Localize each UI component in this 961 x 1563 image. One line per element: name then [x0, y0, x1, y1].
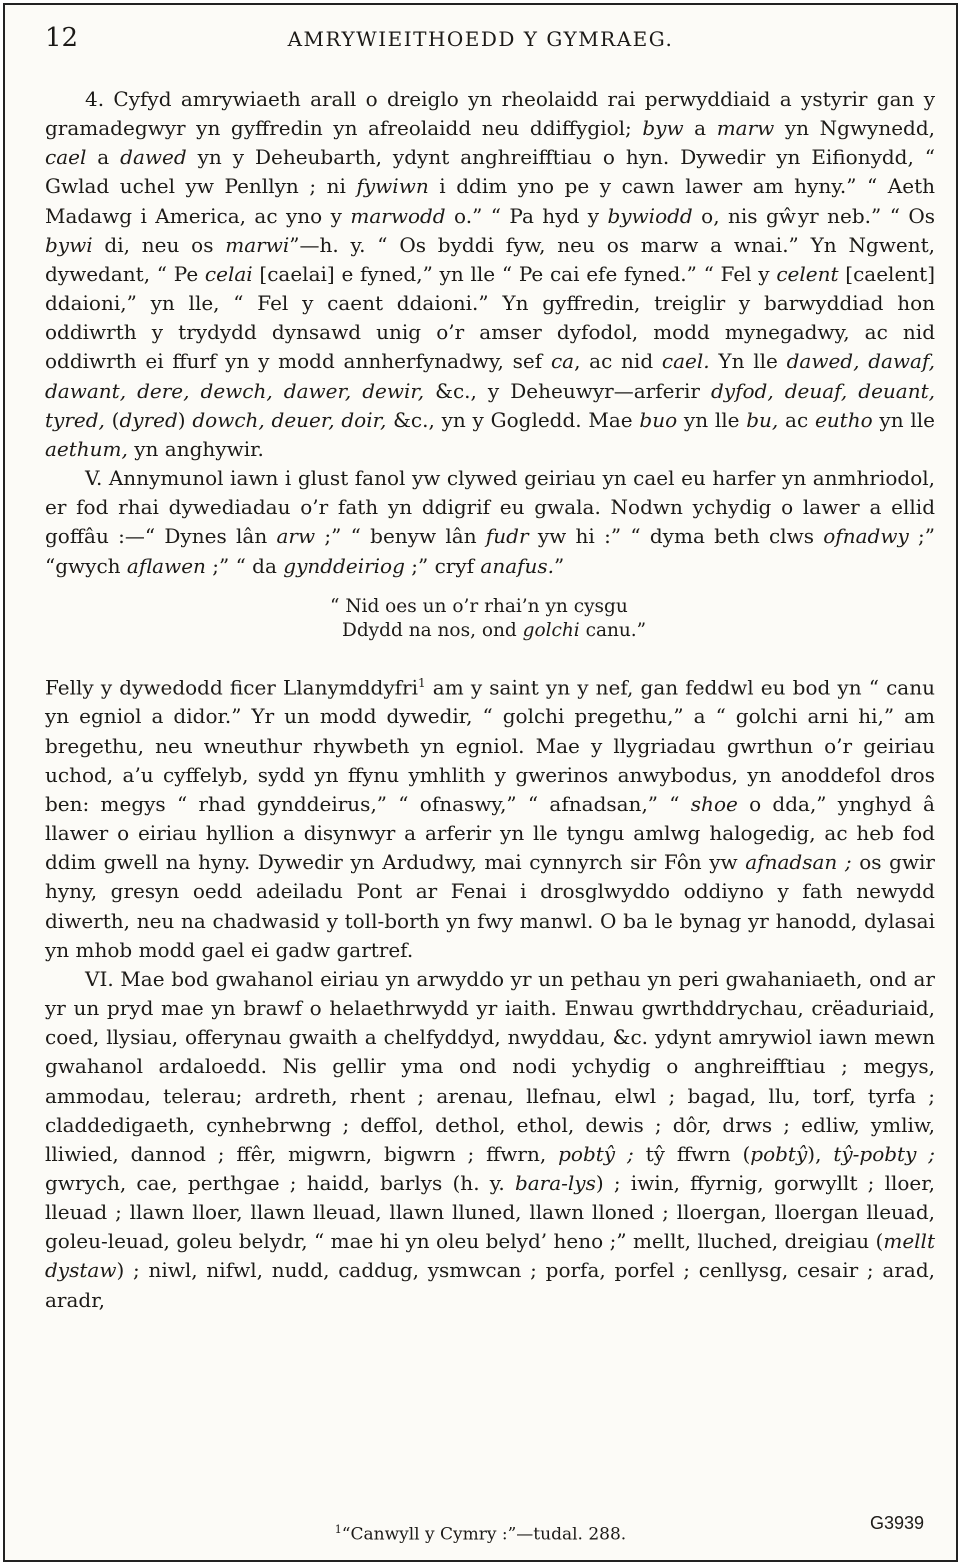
verse-line-1: “ Nid oes un o’r rhai’n yn cysgu: [330, 595, 628, 617]
catalog-code: G3939: [869, 1513, 924, 1533]
footnote: $^1$“Canwyll y Cymry :”—tudal. 288.: [334, 1523, 627, 1545]
page-number: 12: [45, 23, 79, 53]
paragraph-vi: VI. Mae bod gwahanol eiriau yn arwyddo yr un pethau yn peri gwahaniaeth, ond ar yr un pryd mae yn brawf o helaethrwydd yr iaith. Enwau gwrthddrychau, crëaduriaid, coed, llysiau, offerynau gwaith a chelfyddyd, nwyddau, &c. ydynt amrywiol iawn mewn gwahanol ardaloedd. Nis gellir yma ond nodi ychydig o anghreifftiau ; megys, ammodau, telerau; ardreth, rhent ; arenau, llefnau, elwl ; bagad, llu, torf, tyrfa ; claddedigaeth, cynhebrwng ; deffol, dethol, ethol, dewis ; dôr, drws ; edliw, ymliw, lliwied, dannod ; ffêr, migwrn, bigwrn ; ffwrn, pobtŷ ; tŷ ffwrn (pobtŷ), tŷ-pobty ; gwrych, cae, perthgae ; haidd, barlys (h. y. bara-lys) ; iwin, ffyrnig, gorwyllt ; lloer, lleuad ; llawn lloer, llawn lleuad, llawn lluned, llawn lloned ; lloergan, lloergan lleuad, goleu-leuad, goleu belydr, “ mae hi yn oleu belyd’ heno ;” mellt, lluched, dreigiau (mellt dystaw) ; niwl, nifwl, nudd, caddug, ysmwcan ; porfa, porfel ; cenllysg, cesair ; arad, aradr,: [45, 966, 936, 1312]
book-page: [3, 3, 958, 1562]
verse-quote: [45, 595, 935, 643]
verse-line-2: Ddydd na nos, ond golchi canu.”: [342, 619, 647, 641]
footnote-ref: 1: [418, 675, 426, 690]
paragraph-felly: Felly y dywedodd ficer Llanymddyfri$^1$ am y saint yn y nef, gan feddwl eu bod yn “ canu yn egniol a didor.” Yr un modd dywedir, “ golchi pregethu,” a “ golchi arni hi,” am bregethu, neu wneuthur rhywbeth yn egniol. Mae y llygriadau gwrthun o’r geiriau uchod, a’u cyffelyb, sydd yn ffynu ymhlith y gwerinos anwybodus, yn anoddefol dros ben: megys “ rhad gynddeirus,” “ ofnaswy,” “ afnadsan,” “ shoe o dda,” ynghyd â llawer o eiriau hyllion a disynwyr a arferir yn lle tyngu amlwg halogedig, ac heb fod ddim gwell na hyny. Dywedir yn Ardudwy, mai cynnyrch sir Fôn yw afnadsan ; os gwir hyny, gresyn oedd adeiladu Pont ar Fenai i drosglwyddo oddiyno y fath newydd diwerth, neu na chadwasid y toll-borth yn fwy manwl. O ba le bynag yr hanodd, dylasai yn mhob modd gael ei gadw gartref.: [45, 675, 935, 962]
running-header: [5, 5, 956, 65]
paragraph-v: V. Annymunol iawn i glust fanol yw clywed geiriau yn cael eu harfer yn anmhriodol, er fod rhai dywediadau o’r fath yn ddigrif eu gwala. Nodwn ychydig o lawer a ellid goffâu :—“ Dynes lân arw ;” “ benyw lân fudr yw hi :” “ dyma beth clws ofnadwy ;” “gwych aflawen ;” “ da gynddeiriog ;” cryf anafus.”: [45, 466, 936, 578]
running-title: AMRYWIEITHOEDD Y GYMRAEG.: [287, 27, 674, 51]
paragraph-4: 4. Cyfyd amrywiaeth arall o dreiglo yn rheolaidd rai perwyddiaid a ystyrir gan y gramadegwyr yn gyffredin yn afreolaidd neu ddiffygiol; byw a marw yn Ngwynedd, cael a dawed yn y Deheubarth, ydynt anghreifftiau o hyn. Dywedir yn Eifionydd, “ Gwlad uchel yw Penllyn ; ni fywiwn i ddim yno pe y cawn lawer am hyny.” “ Aeth Madawg i America, ac yno y marwodd o.” “ Pa hyd y bywiodd o, nis gŵyr neb.” “ Os bywi di, neu os marwi”—h. y. “ Os byddi fyw, neu os marw a wnai.” Yn Ngwent, dywedant, “ Pe celai [caelai] e fyned,” yn lle “ Pe cai efe fyned.” “ Fel y celent [caelent] ddaioni,” yn lle, “ Fel y caent ddaioni.” Yn gyffredin, treiglir y barwyddiad hon oddiwrth y trydydd dynsawd unig o’r amser dyfodol, modd mynegadwy, ac nid oddiwrth ei ffurf yn y modd annherfynadwy, sef ca, ac nid cael. Yn lle dawed, dawaf, dawant, dere, dewch, dawer, dewir, &c., y Deheuwyr—arferir dyfod, deuaf, deuant, tyred, (dyred) dowch, deuer, doir, &c., yn y Gogledd. Mae buo yn lle bu, ac eutho yn lle aethum, yn anghywir.: [45, 87, 936, 461]
main-text: [45, 85, 935, 1315]
